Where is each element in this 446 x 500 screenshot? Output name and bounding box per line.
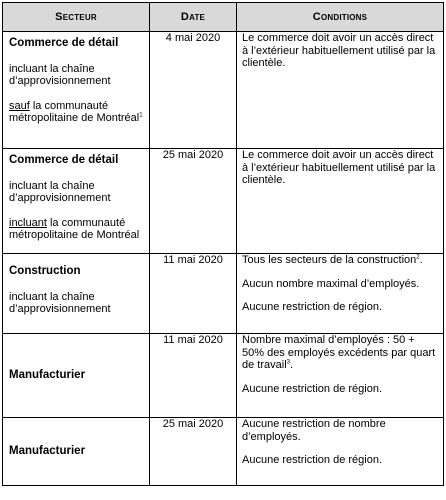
footnote-marker: 1 xyxy=(139,112,143,119)
sector-title: Manufacturier xyxy=(9,445,86,458)
sector-scope: incluant la chaîne d’approvisionnement xyxy=(9,179,111,204)
sector-scope: incluant la chaîne d’approvisionnement xyxy=(9,62,111,87)
table-row xyxy=(3,334,444,418)
condition-text: Nombre maximal d’employés : 50 + 50% des employés excédents par quart de travail$^3$. xyxy=(242,334,436,371)
sector-cell xyxy=(3,334,150,418)
header-conditions: Conditions xyxy=(237,3,444,32)
table-row xyxy=(3,32,444,149)
table-row xyxy=(3,149,444,254)
sector-title: Manufacturier xyxy=(9,369,86,382)
header-date: Date xyxy=(150,3,237,32)
conditions-cell xyxy=(237,149,444,254)
condition-text: Aucune restriction de région. xyxy=(242,301,383,313)
date-cell: 11 mai 2020 xyxy=(150,254,237,334)
footnote-marker: 2 xyxy=(416,254,420,261)
sector-cell xyxy=(3,418,150,486)
conditions-cell xyxy=(237,254,444,334)
sector-title: Commerce de détail xyxy=(9,154,119,166)
sector-scope: incluant la chaîne d’approvisionnement xyxy=(9,290,111,315)
condition-text: Tous les secteurs de la construction$^2$. xyxy=(242,254,423,266)
condition-text: Aucune restriction de région. xyxy=(242,454,383,466)
region-text: la communauté métropolitaine de Montréal xyxy=(9,99,140,124)
sector-region xyxy=(9,217,145,242)
region-keyword: sauf xyxy=(9,99,30,112)
table-row xyxy=(3,418,444,486)
date-cell: 11 mai 2020 xyxy=(150,334,237,418)
reopening-table xyxy=(2,2,444,486)
sector-region xyxy=(9,100,145,125)
header-row xyxy=(3,3,444,32)
condition-text: Aucune restriction de région. xyxy=(242,382,383,395)
table-row xyxy=(3,254,444,334)
region-keyword: incluant xyxy=(9,216,47,229)
conditions-cell xyxy=(237,32,444,149)
conditions-cell xyxy=(237,334,444,418)
sector-cell xyxy=(3,149,150,254)
date-cell: 25 mai 2020 xyxy=(150,149,237,254)
date-cell: 4 mai 2020 xyxy=(150,32,237,149)
sector-cell xyxy=(3,254,150,334)
condition-text: Aucune restriction de nombre d’employés. xyxy=(242,418,386,443)
header-sector: Secteur xyxy=(3,3,150,32)
condition-text: Le commerce doit avoir un accès direct à l’extérieur habituellement utilisé par la clientèle. xyxy=(242,32,436,69)
sector-cell xyxy=(3,32,150,149)
condition-text: Le commerce doit avoir un accès direct à l’extérieur habituellement utilisé par la clientèle. xyxy=(242,149,436,186)
date-cell: 25 mai 2020 xyxy=(150,418,237,486)
sector-title: Construction xyxy=(9,265,81,277)
region-text: la communauté métropolitaine de Montréal xyxy=(9,216,140,241)
sector-title: Commerce de détail xyxy=(9,37,119,49)
footnote-marker: 3 xyxy=(286,359,290,366)
conditions-cell xyxy=(237,418,444,486)
condition-text: Aucun nombre maximal d’employés. xyxy=(242,277,420,290)
